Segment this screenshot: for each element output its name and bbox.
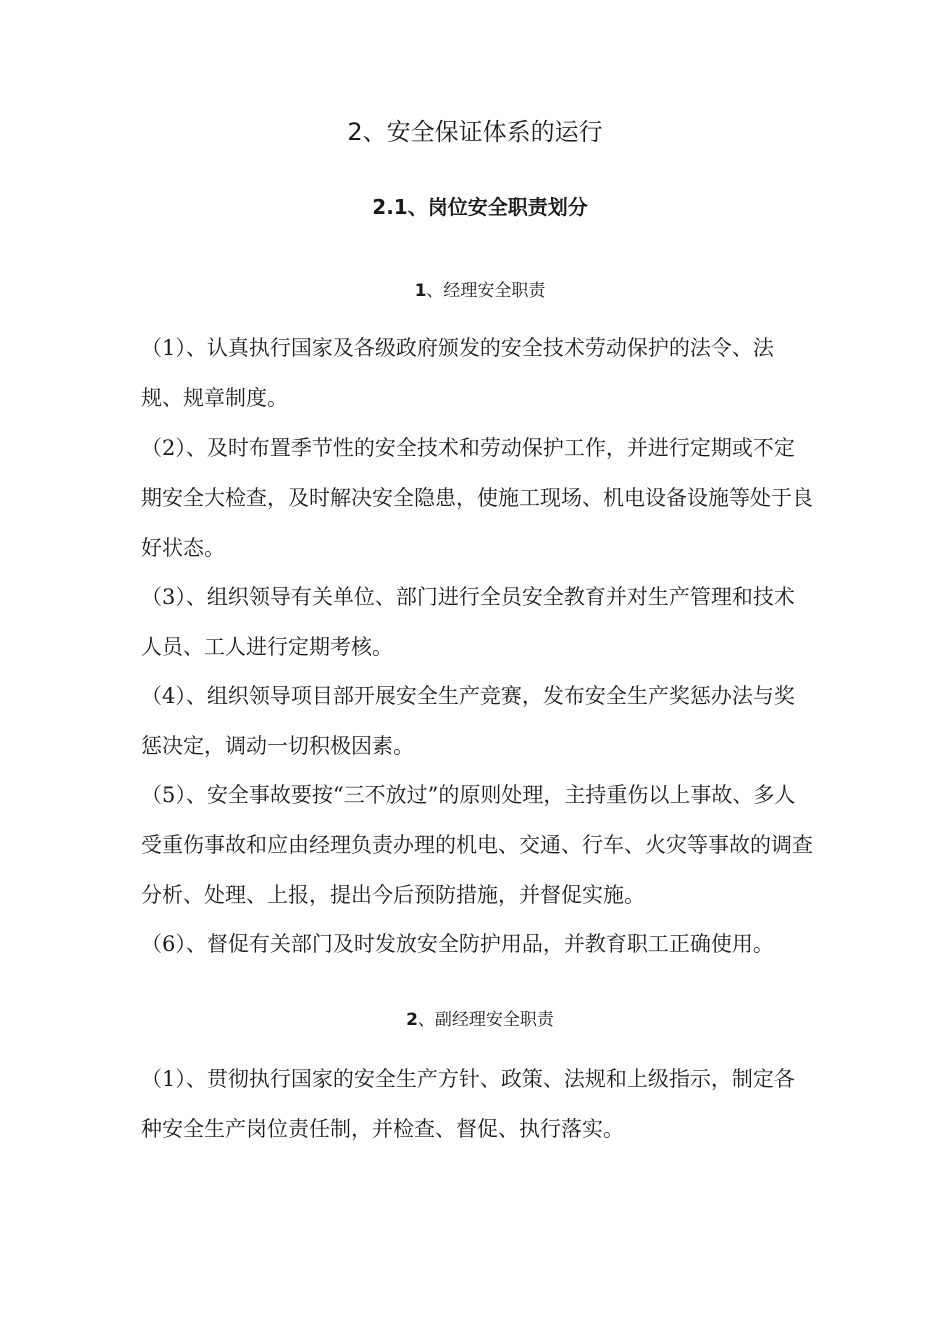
paragraph-item: （1）、贯彻执行国家的安全生产方针、政策、法规和上级指示，制定各种安全生产岗位责任制，并检查、督促、执行落实。: [141, 1067, 795, 1141]
paragraph-item: （5）、安全事故要按“三不放过”的原则处理，主持重伤以上事故、多人受重伤事故和应由经理负责办理的机电、交通、行车、火灾等事故的调查分析、处理、上报，提出今后预防措施，并督促实施。: [141, 783, 813, 907]
paragraph-item: （2）、及时布置季节性的安全技术和劳动保护工作，并进行定期或不定期安全大检查，及时解决安全隐患，使施工现场、机电设备设施等处于良好状态。: [141, 436, 813, 560]
paragraph-item: （3）、组织领导有关单位、部门进行全员安全教育并对生产管理和技术人员、工人进行定期考核。: [141, 585, 795, 659]
document-title: 2、安全保证体系的运行: [347, 118, 603, 146]
section-subtitle: 2.1、岗位安全职责划分: [372, 195, 588, 219]
paragraph-item: （6）、督促有关部门及时发放安全防护用品，并教育职工正确使用。: [141, 932, 774, 956]
section-number: 1: [414, 281, 427, 301]
paragraph-item: （1）、认真执行国家及各级政府颁发的安全技术劳动保护的法令、法规、规章制度。: [141, 336, 774, 410]
section-number: 2: [406, 1010, 418, 1030]
paragraph-item: （4）、组织领导项目部开展安全生产竞赛，发布安全生产奖惩办法与奖惩决定，调动一切积极因素。: [141, 684, 795, 758]
section-heading-manager: [0, 278, 950, 304]
section-heading-deputy-manager: [0, 1007, 950, 1033]
section-heading-text: 、副经理安全职责: [417, 1010, 554, 1030]
section-heading-text: 、经理安全职责: [426, 281, 546, 301]
